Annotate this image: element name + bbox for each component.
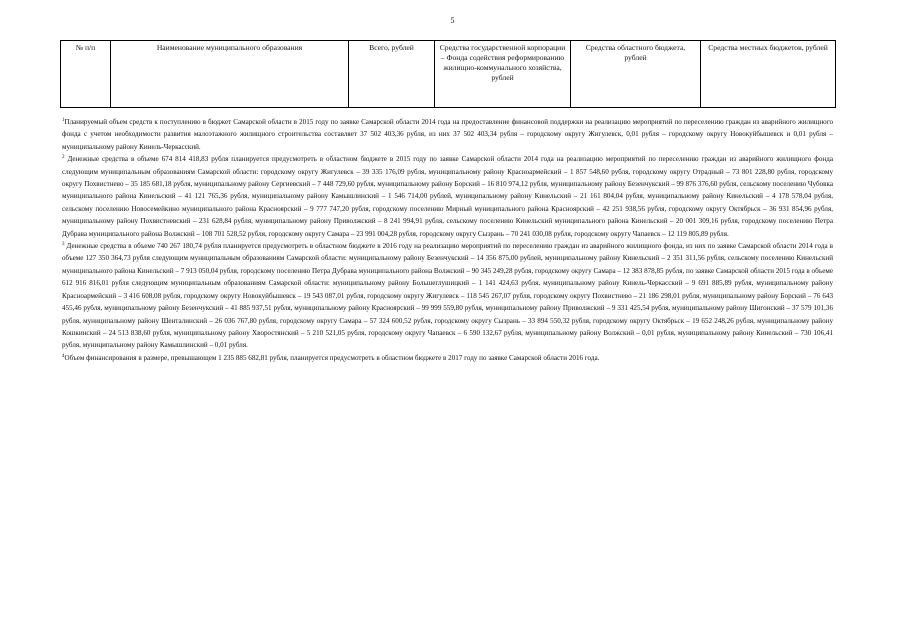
footnote-mark: 1: [62, 118, 65, 123]
footnote-mark: 2: [62, 155, 65, 161]
column-header-number: № п/п: [61, 41, 111, 108]
footnote-4: [62, 352, 833, 364]
table-header: [60, 40, 836, 108]
column-header-local-budgets: Средства местных бюджетов, рублей: [701, 41, 836, 108]
table-header-row: [61, 41, 836, 108]
footnote-3: [62, 240, 833, 352]
column-header-municipality: Наименование муниципального образования: [111, 41, 349, 108]
footnotes: [62, 116, 833, 364]
footnote-mark: 4: [62, 353, 65, 359]
column-header-regional-budget: Средства областного бюджета, рублей: [571, 41, 701, 108]
page-number: 5: [450, 16, 455, 25]
footnote-mark: 3: [62, 242, 65, 248]
column-header-total: Всего, рублей: [349, 41, 435, 108]
footnote-text: Объем финансирования в размере, превышающем 1 235 885 682,81 рубля, планируется предусмотреть в областном бюджете в 2017 году по заявке Самарской области 2016 года.: [64, 353, 600, 362]
footnote-2: [62, 153, 833, 240]
footnote-text: Планируемый объем средств к поступлению в бюджет Самарской области в 2015 году по заявке Самарской области 2014 года на предоставление финансовой поддержки на реализацию мероприятий по переселению граждан из аварийного жилищного фонда с учетом необходимости развития малоэтажного жилищного строительства составляет 37 502 403,36 рубля, из них 37 502 403,34 рубля – городскому округу Жигулевск, 0,01 рубля – городскому округу Новокуйбышевск и 0,01 рубля – муниципальному району Кинель-Черкасский.: [62, 118, 833, 151]
column-header-fund: Средства государственной корпорации – Фонда содействия реформированию жилищно-коммунального хозяйства, рублей: [435, 41, 571, 108]
footnote-1: [62, 116, 833, 153]
footnote-text: Денежные средства в объеме 740 267 180,74 рубля планируется предусмотреть в областном бюджете в 2016 году на реализацию мероприятий по переселению граждан из аварийного жилищного фонда, из них по заявке Самарской области 2014 года в объеме 127 350 364,73 рубля следующим муниципальным образованиям Самарской области: муниципальному району Безенчукский – 14 356 875,00 рублей, муниципальному району Кинельский – 2 351 311,56 рубля, сельскому поселению Кинельский муниципального района Кинельский – 7 913 050,04 рубля, городскому поселению Петра Дубрава муниципального района Волжский – 90 345 249,28 рубля, городскому округу Самара – 12 383 878,85 рубля, по заявке Самарской области 2015 года в объеме 612 916 816,01 рубля следующим муниципальным образованиям Самарской области: муниципальному району Большеглушицкий – 1 141 424,63 рубля, муниципальному району Кинель-Черкасский – 9 691 885,89 рубля, муниципальному району Красноармейский – 3 416 608,08 рубля, городскому округу Новокуйбышевск – 19 543 087,01 рубля, городскому округу Жигулевск – 118 545 267,07 рубля, городскому округу Похвистнево – 21 186 298,01 рубля, муниципальному району Борский – 76 643 455,46 рубля, муниципальному району Безенчукский – 41 885 937,51 рубля, муниципальному району Красноярский – 99 999 559,80 рубля, муниципальному району Приволжский – 9 331 425,54 рубля, муниципальному району Шигонский – 37 579 101,36 рубля, муниципальному району Шенталинский – 26 036 767,80 рубля, городскому округу Самара – 57 324 600,52 рубля, городскому округу Сызрань – 33 894 550,32 рубля, городскому округу Октябрьск – 19 652 248,26 рубля, муниципальному району Кошкинский – 24 513 838,60 рубля, муниципальному району Хворостянский – 5 210 521,05 рубля, городскому округу Чапаевск – 6 590 132,67 рубля, муниципальному району Волжский – 0,01 рубля, муниципальному району Кинельский – 730 106,41 рубля, муниципальному району Камышлинский – 0,01 рубля.: [62, 242, 833, 350]
footnote-text: Денежные средства в объеме 674 814 418,83 рубля планируется предусмотреть в областном бюджете в 2015 году по заявке Самарской области 2014 года на реализацию мероприятий по переселению граждан из аварийного жилищного фонда следующим муниципальным образованиям Самарской области: городскому округу Жигулевск – 39 335 176,09 рубля, муниципальному району Красноармейский – 1 857 548,60 рубля, городскому округу Отрадный – 73 801 228,80 рубля, городскому округу Похвистнево – 35 185 681,18 рубля, муниципальному району Сергиевский – 7 448 729,60 рубля, муниципальному району Борский – 16 810 974,12 рубля, муниципальному району Безенчукский – 99 876 376,60 рубля, сельскому поселению Чубовка муниципального района Кинельский – 41 121 765,36 рубля, муниципальному району Камышлинский – 1 546 714,00 рублей, муниципальному району Кинельский – 21 161 804,04 рубля, муниципальному району Кинельский – 4 178 578,04 рубля, сельскому поселению Новосемейкино муниципального района Красноярский – 9 777 747,20 рубля, городскому поселению Мирный муниципального района Красноярский – 42 251 938,56 рубля, городскому округу Октябрьск – 36 931 854,96 рубля, муниципальному району Похвистневский – 231 628,84 рубля, муниципальному району Приволжский – 8 241 994,91 рубля, сельскому поселению Кинельский муниципального района Кинельский – 20 001 309,16 рубля, городскому поселению Петра Дубрава муниципального района Волжский – 108 701 528,52 рубля, городскому округу Самара – 23 991 004,28 рубля, городскому округу Сызрань – 70 241 030,08 рубля, городскому округу Чапаевск – 12 119 805,89 рубля.: [62, 155, 833, 238]
